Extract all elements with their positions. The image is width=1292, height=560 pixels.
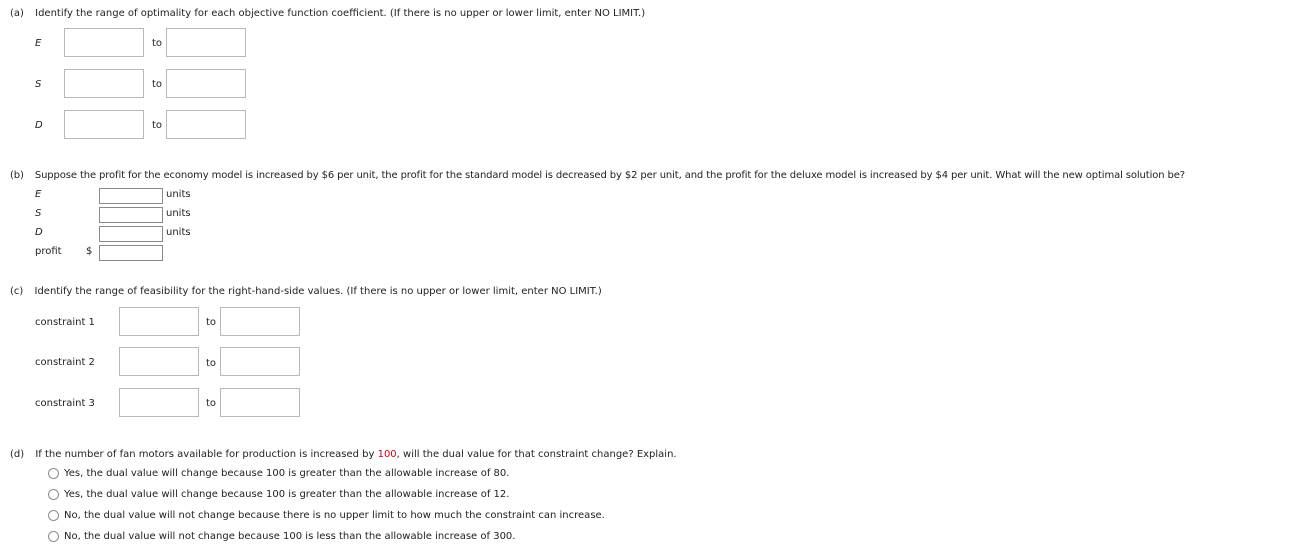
part-d-option-3[interactable] xyxy=(48,509,668,523)
part-c-c2-upper-input[interactable] xyxy=(220,347,300,376)
part-b-e-unit: units xyxy=(166,189,191,200)
part-a-e-upper-input[interactable] xyxy=(166,28,246,57)
part-c-text: Identify the range of feasibility for the right-hand-side values. (If there is no upper or lower limit, enter NO LIMIT.) xyxy=(34,286,602,297)
part-a-e-lower-input[interactable] xyxy=(64,28,144,57)
option-label: Yes, the dual value will change because 100 is greater than the allowable increase of 80. xyxy=(64,468,510,479)
part-a-text: Identify the range of optimality for each objective function coefficient. (If there is no upper or lower limit, enter NO LIMIT.) xyxy=(35,8,646,19)
part-c-label: (c) xyxy=(10,286,24,297)
radio-button[interactable] xyxy=(48,510,59,521)
part-b-var-e: E xyxy=(35,189,42,200)
part-c-c3-to: to xyxy=(206,398,217,409)
part-c-question xyxy=(10,286,602,297)
option-label: No, the dual value will not change because there is no upper limit to how much the constraint can increase. xyxy=(64,510,605,521)
part-c-c1-upper-input[interactable] xyxy=(220,307,300,336)
part-c-c3-upper-input[interactable] xyxy=(220,388,300,417)
part-d-option-1[interactable] xyxy=(48,467,608,481)
part-a-question xyxy=(10,8,645,19)
part-a-var-s: S xyxy=(35,79,42,90)
part-b-profit-label: profit xyxy=(35,246,62,257)
part-a-var-d: D xyxy=(35,120,43,131)
part-c-constraint-2-label: constraint 2 xyxy=(35,357,95,368)
part-a-d-lower-input[interactable] xyxy=(64,110,144,139)
part-d-text-pre: If the number of fan motors available for production is increased by xyxy=(35,449,378,460)
part-d-text-post: , will the dual value for that constraint change? Explain. xyxy=(396,449,677,460)
part-b-e-input[interactable] xyxy=(99,188,163,204)
option-label: No, the dual value will not change because 100 is less than the allowable increase of 300. xyxy=(64,531,516,542)
radio-button[interactable] xyxy=(48,531,59,542)
part-a-s-to: to xyxy=(152,79,163,90)
part-a-d-to: to xyxy=(152,120,163,131)
part-a-s-lower-input[interactable] xyxy=(64,69,144,98)
part-b-s-unit: units xyxy=(166,208,191,219)
part-c-c1-lower-input[interactable] xyxy=(119,307,199,336)
part-a-var-e: E xyxy=(35,38,42,49)
part-d-label: (d) xyxy=(10,449,25,460)
part-d-question xyxy=(10,449,677,460)
part-b-currency: $ xyxy=(86,246,93,257)
part-b-text: Suppose the profit for the economy model is increased by $6 per unit, the profit for the standard model is decreased by $2 per unit, and the profit for the deluxe model is increased by $4 per unit. What will the new optimal solution be? xyxy=(34,170,1185,181)
radio-button[interactable] xyxy=(48,489,59,500)
part-c-constraint-1-label: constraint 1 xyxy=(35,317,95,328)
part-c-c3-lower-input[interactable] xyxy=(119,388,199,417)
option-label: Yes, the dual value will change because 100 is greater than the allowable increase of 12. xyxy=(64,489,510,500)
part-a-e-to: to xyxy=(152,38,163,49)
part-b-d-unit: units xyxy=(166,227,191,238)
part-d-option-2[interactable] xyxy=(48,488,608,502)
part-a-label: (a) xyxy=(10,8,24,19)
part-b-question xyxy=(10,170,1185,181)
part-b-s-input[interactable] xyxy=(99,207,163,223)
radio-button[interactable] xyxy=(48,468,59,479)
part-b-profit-input[interactable] xyxy=(99,245,163,261)
part-c-c2-lower-input[interactable] xyxy=(119,347,199,376)
part-c-constraint-3-label: constraint 3 xyxy=(35,398,95,409)
part-b-d-input[interactable] xyxy=(99,226,163,242)
part-d-option-4[interactable] xyxy=(48,530,608,544)
part-a-d-upper-input[interactable] xyxy=(166,110,246,139)
part-c-c2-to: to xyxy=(206,358,217,369)
part-b-var-d: D xyxy=(35,227,43,238)
part-b-label: (b) xyxy=(10,170,24,181)
part-d-highlight-value: 100 xyxy=(377,449,397,460)
part-c-c1-to: to xyxy=(206,317,217,328)
part-a-s-upper-input[interactable] xyxy=(166,69,246,98)
part-b-var-s: S xyxy=(35,208,42,219)
